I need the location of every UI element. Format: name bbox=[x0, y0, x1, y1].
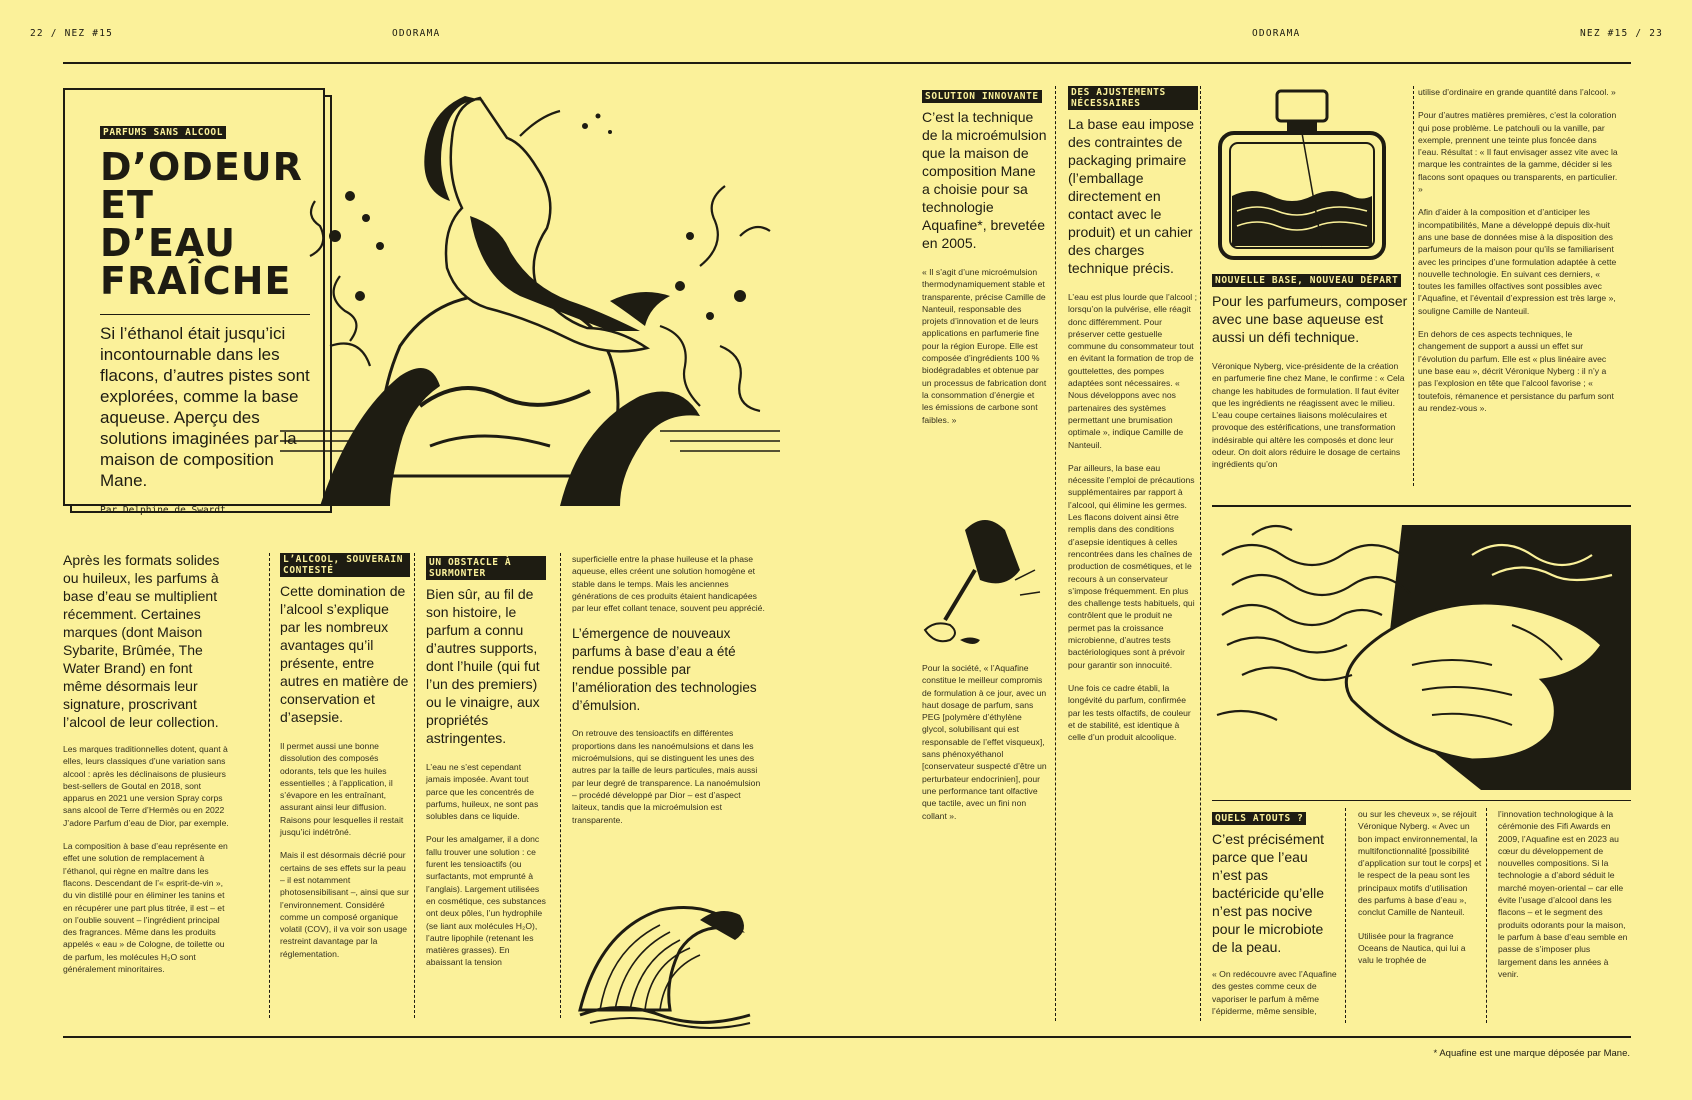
col6-tag: DES AJUSTEMENTS NÉCESSAIRES bbox=[1068, 86, 1198, 110]
right-section: ODORAMA bbox=[1252, 28, 1301, 39]
col9-tag: QUELS ATOUTS ? bbox=[1212, 812, 1306, 825]
col10-paragraph: Utilisée pour la fragrance Oceans de Nautica, qui lui a valu le trophée de bbox=[1358, 930, 1466, 966]
col4-body bbox=[572, 727, 767, 825]
col3-paragraph: Pour les amalgamer, il a donc fallu trouver une solution : ce furent les tensioactifs (ou surfactants, mot emprunté à l’anglais). Largement utilisées en cosmétique, ces substances ont deux pôles, l’un hydrophile (se liant aux molécules H₂O), l’autre lipophile (retenant les matières grasses). En abaissant la tension bbox=[426, 834, 546, 968]
perfume-bottle-illustration bbox=[1212, 86, 1392, 266]
col5-lead: C’est la technique de la microémulsion que la maison de composition Mane a choisie pour sa technologie Aquafine*, brevetée en 2005. bbox=[922, 109, 1047, 251]
section-rule bbox=[1212, 800, 1631, 801]
column-6 bbox=[1068, 86, 1198, 754]
feature-intro: Si l’éthanol était jusqu’ici incontournable dans les flacons, d’autres pistes sont explorées, comme la base aqueuse. Aperçu des solutions imaginées par la maison de composition Mane. bbox=[100, 314, 310, 491]
col5-paragraph: « Il s’agit d’une microémulsion thermodynamiquement stable et transparente, précise Camille de Nanteuil, responsable des projets d’innovation et de leurs applications en parfumerie fine pour la région Europe. Elle est composée d’ingrédients 100 % biodégradables et obtenue par un processus de fabrication dont la consommation d’énergie et les émissions de carbone sont faibles. » bbox=[922, 267, 1047, 425]
left-folio: 22 / NEZ #15 bbox=[30, 28, 114, 39]
col4-paragraph: On retrouve des tensioactifs en différentes proportions dans les nanoémulsions et dans les microémulsions, qui se distinguent les unes des autres par la taille de leurs particules, mais aussi par leur degré de transparence. La nanoémulsion – procédé développé par Dior – est d’aspect laiteux, tandis que la microémulsion est transparente. bbox=[572, 728, 761, 825]
hands-illustration bbox=[1212, 515, 1631, 790]
col6-body bbox=[1068, 291, 1198, 743]
title-line: FRAÎCHE bbox=[100, 259, 292, 303]
col5-paragraph: Pour la société, « l’Aquafine constitue le meilleur compromis de formulation à ce jour, avec un haut dosage de parfum, sans PEG [polymère d’éthylène glycol, solubilisant qui est responsable de l’effet visqueux], sans phénoxyéthanol [conservateur suspecté d’être un perturbateur endocrinien], pour une performance tant olfactive que tactile, avec un fini non collant ». bbox=[922, 663, 1047, 821]
column-7 bbox=[1212, 270, 1410, 482]
column-2 bbox=[280, 553, 410, 971]
column-divider bbox=[1413, 86, 1414, 486]
col4-paragraph: superficielle entre la phase huileuse et la phase aqueuse, elles créent une solution homogène et stable dans le temps. Mais les anciennes générations de ces produits étaient handicapées par leur effet collant tenace, souvent peu apprécié. bbox=[572, 554, 765, 614]
column-divider bbox=[1200, 86, 1201, 1021]
col1-paragraph: La composition à base d’eau représente en effet une solution de remplacement à l’éthanol, qui règne en maître dans les flacons. Descendant de l’« esprit-de-vin », du vin distillé pour en éliminer les tanins et en récupérer une part plus titrée, il est – et on l’oublie souvent – l’ingrédient principal des fragrances. Même dans les produits appelés « eau » de Cologne, de toilette ou de parfum, les molécules H₂O sont généralement minoritaires. bbox=[63, 841, 228, 975]
column-divider bbox=[1486, 808, 1487, 1023]
col9-lead: C’est précisément parce que l’eau n’est pas bactéricide qu’elle n’est pas nocive pour le microbiote de la peau. bbox=[1212, 831, 1325, 955]
top-rule bbox=[63, 62, 1631, 64]
col1-lead: Après les formats solides ou huileux, les parfums à base d’eau se multiplient récemment. Certaines marques (dont Maison Sybarite, Brûmée, The Water Brand) en font même désormais leur signature, proscrivant l’alcool de leur collection. bbox=[63, 552, 220, 730]
col8-paragraph: Pour d’autres matières premières, c’est la coloration qui pose problème. Le patchouli ou la vanille, par exemple, prennent une teinte plus foncée dans l’eau. Résultat : « Il faut envisager assez vite avec la marque les contraintes de la gamme, décider si les flacons sont opaques ou transparents, en particulier. » bbox=[1418, 110, 1618, 195]
col2-paragraph: Il permet aussi une bonne dissolution des composés odorants, tels que les huiles essentielles ; à l’application, il s’évapore en les entraînant, assurant ainsi leur diffusion. Raisons pour lesquelles il restait jusqu’ici indétrôné. bbox=[280, 741, 404, 838]
column-9 bbox=[1212, 808, 1337, 1028]
left-section: ODORAMA bbox=[392, 28, 441, 39]
col6-paragraph: Une fois ce cadre établi, la longévité du parfum, confirmée par les tests olfactifs, de couleur et de stabilité, est identique à celle d’un produit alcoolique. bbox=[1068, 682, 1191, 743]
feature-kicker: PARFUMS SANS ALCOOL bbox=[100, 126, 226, 139]
column-divider bbox=[1055, 86, 1056, 1021]
mermaid-illustration bbox=[280, 86, 780, 506]
col8-paragraph: utilise d’ordinaire en grande quantité dans l’alcool. » bbox=[1418, 87, 1616, 97]
col6-paragraph: L’eau est plus lourde que l’alcool ; lorsqu’on la pulvérise, elle réagit donc différemment. Pour préserver cette gestuelle commune du consommateur tout en évitant la formation de trop de gouttelettes, des pompes adaptées sont nécessaires. « Nous développons avec nos partenaires des systèmes permettant une brumisation optimale », indique Camille de Nanteuil. bbox=[1068, 292, 1197, 450]
column-10 bbox=[1358, 808, 1483, 978]
column-8 bbox=[1418, 86, 1618, 425]
section-rule bbox=[1212, 505, 1631, 507]
column-3 bbox=[426, 556, 546, 980]
wave-illustration bbox=[570, 890, 760, 1030]
col7-lead: Pour les parfumeurs, composer avec une base aqueuse est aussi un défi technique. bbox=[1212, 293, 1408, 345]
column-4 bbox=[572, 553, 767, 837]
column-divider bbox=[1345, 808, 1346, 1023]
feature-byline: Par Delphine de Swardt bbox=[100, 505, 226, 516]
col1-paragraph: Les marques traditionnelles dotent, quant à elles, leurs classiques d’une variation sans alcool : après les déclinaisons de plusieurs best-sellers de Goutal en 2018, sont apparus en 2021 une version Spray corps sans alcool de Terre d’Hermès ou en 2022 J’adore Parfum d’eau de Dior, par exemple. bbox=[63, 744, 229, 828]
col4-lead: L’émergence de nouveaux parfums à base d’eau a été rendue possible par l’amélioration des technologies d’émulsion. bbox=[572, 626, 757, 714]
col10-paragraph: ou sur les cheveux », se réjouit Véronique Nyberg. « Avec un bon impact environnemental, la multifonctionnalité [possibilité d’application sur tout le corps] et le respect de la peau sont les principaux motifs d’utilisation des parfums à base d’eau », conclut Camille de Nanteuil. bbox=[1358, 809, 1482, 918]
col2-body bbox=[280, 740, 410, 960]
footnote: * Aquafine est une marque déposée par Mane. bbox=[1433, 1048, 1630, 1059]
col3-paragraph: L’eau ne s’est cependant jamais imposée. Avant tout parce que les concentrés de parfums, huileux, ne sont pas solubles dans ce liquide. bbox=[426, 762, 539, 822]
title-line: D’ODEUR bbox=[100, 145, 303, 189]
pipette-illustration bbox=[905, 500, 1045, 650]
title-line: ET D’EAU bbox=[100, 183, 237, 265]
col3-body bbox=[426, 761, 546, 969]
col3-tag: UN OBSTACLE À SURMONTER bbox=[426, 556, 546, 580]
col2-lead: Cette domination de l’alcool s’explique par les nombreux avantages qu’il présente, entre autres en matière de conservation et d’asepsie. bbox=[280, 583, 409, 725]
col3-lead: Bien sûr, au fil de son histoire, le parfum a connu d’autres supports, dont l’huile (qui fut l’un des premiers) ou le vinaigre, aux propriétés astringentes. bbox=[426, 586, 540, 746]
col6-lead: La base eau impose des contraintes de packaging primaire (l’emballage directement en contact avec le produit) et un cahier des charges technique précis. bbox=[1068, 116, 1195, 276]
col11-paragraph: l’innovation technologique à la cérémonie des Fifi Awards en 2009, l’Aquafine est en 2023 au cœur du développement de nouvelles compositions. Si la technologie a d’abord séduit le marché moyen-oriental – car elle évite l’usage d’alcool dans les flacons – et le segment des produits odorants pour la maison, le parfum à base d’eau semble en passe de s’imposer plus largement dans les années à venir. bbox=[1498, 809, 1628, 979]
col8-paragraph: En dehors de ces aspects techniques, le changement de support a aussi un effet sur l’évolution du parfum. Elle est « plus linéaire avec une base eau », décrit Véronique Nyberg : il n’y a pas l’explosion en tête que l’alcool favorise ; « toutefois, rémanence et persistance du parfum sont au rendez-vous ». bbox=[1418, 329, 1614, 413]
col5-tag: SOLUTION INNOVANTE bbox=[922, 90, 1042, 103]
feature-title bbox=[100, 145, 303, 303]
col8-paragraph: Afin d’aider à la composition et d’anticiper les incompatibilités, Mane a développé depuis dix-huit ans une base de données mise à la disposition des parfumeurs de la maison pour qu’ils se familiarisent avec les principes d’une formulation adaptée à cette nouvelle technologie. En suivant ces derniers, « toutes les familles olfactives sont possibles avec l’Aquafine, et l’éventail d’expression est très large », souligne Camille de Nanteuil. bbox=[1418, 207, 1617, 316]
column-divider bbox=[414, 553, 415, 1018]
col9-paragraph: « On redécouvre avec l’Aquafine des gestes comme ceux de vaporiser le parfum à même l’épiderme, même sensible, bbox=[1212, 969, 1337, 1016]
col6-paragraph: Par ailleurs, la base eau nécessite l’emploi de précautions supplémentaires par rapport à l’alcool, qui élimine les germes. Les flacons doivent ainsi être remplis dans des conditions d’asepsie identiques à celles rencontrées dans les chaînes de production de cosmétiques, et le recours à un conservateur s’impose fréquemment. En plus des challenge tests habituels, qui contrôlent que le produit ne permet pas la croissance microbienne, d’autres tests bactériologiques sont à prévoir pour garantir son innocuité. bbox=[1068, 462, 1195, 670]
col7-body bbox=[1212, 360, 1410, 471]
column-divider bbox=[560, 553, 561, 1018]
column-divider bbox=[269, 553, 270, 1018]
col9-body bbox=[1212, 968, 1337, 1017]
col5-body bbox=[922, 266, 1047, 426]
col7-tag: NOUVELLE BASE, NOUVEAU DÉPART bbox=[1212, 274, 1401, 287]
column-5 bbox=[922, 86, 1047, 437]
column-11 bbox=[1498, 808, 1628, 991]
right-folio: NEZ #15 / 23 bbox=[1580, 28, 1664, 39]
col7-paragraph: Véronique Nyberg, vice-présidente de la création en parfumerie fine chez Mane, le confirme : « Cela change les habitudes de formulation. Il faut éviter que les ingrédients ne réagissent avec le milieu. L’eau coupe certaines liaisons moléculaires et provoque des estérifications, une transformation indésirable qui altère les composés et donc leur odeur. On doit alors réduire le dosage de certains ingrédients qu’on bbox=[1212, 361, 1405, 470]
col2-tag: L’ALCOOL, SOUVERAIN CONTESTÉ bbox=[280, 553, 410, 577]
col2-paragraph: Mais il est désormais décrié pour certains de ses effets sur la peau – il est notamment photosensibilisant –, ainsi que sur l’environnement. Considéré comme un composé organique volatil (COV), il va voir son usage restreint davantage par la réglementation. bbox=[280, 850, 409, 959]
col4-continued bbox=[572, 553, 767, 614]
title-block bbox=[100, 122, 310, 516]
column-5-continued bbox=[922, 662, 1047, 833]
bottom-rule bbox=[63, 1036, 1631, 1038]
col1-body bbox=[63, 743, 233, 975]
column-1 bbox=[63, 551, 233, 986]
